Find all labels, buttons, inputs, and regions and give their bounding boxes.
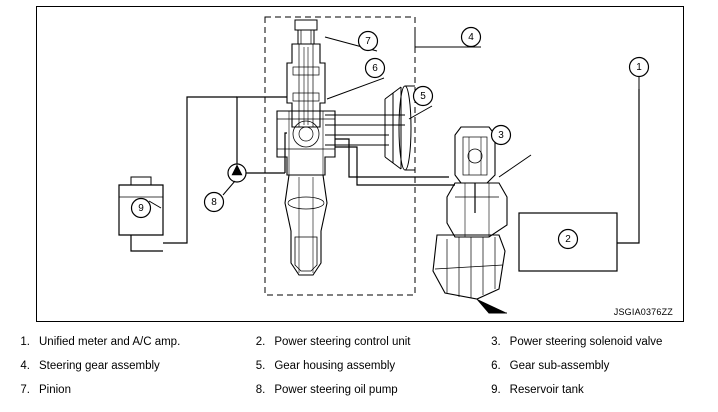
legend-item-number: 1. bbox=[20, 336, 30, 348]
legend-item bbox=[6, 382, 241, 406]
callout-4-label: 4 bbox=[468, 32, 474, 43]
legend-item-text: Gear sub-assembly bbox=[509, 360, 610, 372]
legend bbox=[6, 334, 712, 406]
legend-item-number: 8. bbox=[255, 384, 266, 396]
callout-2-label: 2 bbox=[565, 234, 571, 245]
legend-item-text: Unified meter and A/C amp. bbox=[39, 336, 181, 348]
legend-item-number: 6. bbox=[491, 360, 501, 372]
legend-item-text: Reservoir tank bbox=[509, 384, 584, 396]
legend-item-text: Steering gear assembly bbox=[39, 360, 160, 372]
legend-item bbox=[477, 382, 712, 406]
legend-item-number: 2. bbox=[255, 336, 266, 348]
legend-item-text: Power steering control unit bbox=[274, 336, 411, 348]
hydraulic-line-return bbox=[163, 159, 187, 243]
power-steering-schematic bbox=[37, 7, 683, 321]
legend-item-number: 3. bbox=[491, 336, 501, 348]
callout-2 bbox=[559, 230, 578, 249]
legend-item bbox=[477, 334, 712, 358]
legend-item-number: 5. bbox=[255, 360, 266, 372]
callout-4 bbox=[462, 28, 481, 47]
legend-item-text: Pinion bbox=[39, 384, 71, 396]
harness-to-meter bbox=[617, 89, 639, 243]
callout-6 bbox=[366, 59, 385, 78]
callout-9-label: 9 bbox=[138, 203, 144, 214]
callout-6-label: 6 bbox=[372, 63, 378, 74]
legend-item bbox=[241, 334, 476, 358]
callout-7 bbox=[359, 32, 378, 51]
diagram-frame bbox=[36, 6, 684, 322]
legend-item bbox=[241, 382, 476, 406]
legend-item-number: 7. bbox=[20, 384, 30, 396]
legend-item-number: 4. bbox=[20, 360, 30, 372]
callout-5 bbox=[414, 87, 433, 106]
legend-item bbox=[477, 358, 712, 382]
callout-1 bbox=[630, 58, 649, 77]
callout-7-label: 7 bbox=[365, 36, 371, 47]
callout-3 bbox=[492, 126, 511, 145]
callout-9 bbox=[132, 199, 151, 218]
legend-item-text: Power steering oil pump bbox=[274, 384, 398, 396]
legend-item-text: Power steering solenoid valve bbox=[509, 336, 663, 348]
legend-item-text: Gear housing assembly bbox=[274, 360, 396, 372]
callout-8-label: 8 bbox=[211, 197, 217, 208]
callout-5-label: 5 bbox=[420, 91, 426, 102]
legend-item bbox=[6, 358, 241, 382]
callout-3-label: 3 bbox=[498, 130, 504, 141]
hydraulic-line-supply bbox=[237, 97, 287, 164]
hydraulic-line-to-valve bbox=[335, 147, 455, 185]
legend-item bbox=[241, 358, 476, 382]
callout-8 bbox=[205, 193, 224, 212]
legend-item-number: 9. bbox=[491, 384, 501, 396]
callout-1-label: 1 bbox=[636, 62, 642, 73]
legend-item bbox=[6, 334, 241, 358]
figure-code-label: JSGIA0376ZZ bbox=[613, 307, 673, 317]
